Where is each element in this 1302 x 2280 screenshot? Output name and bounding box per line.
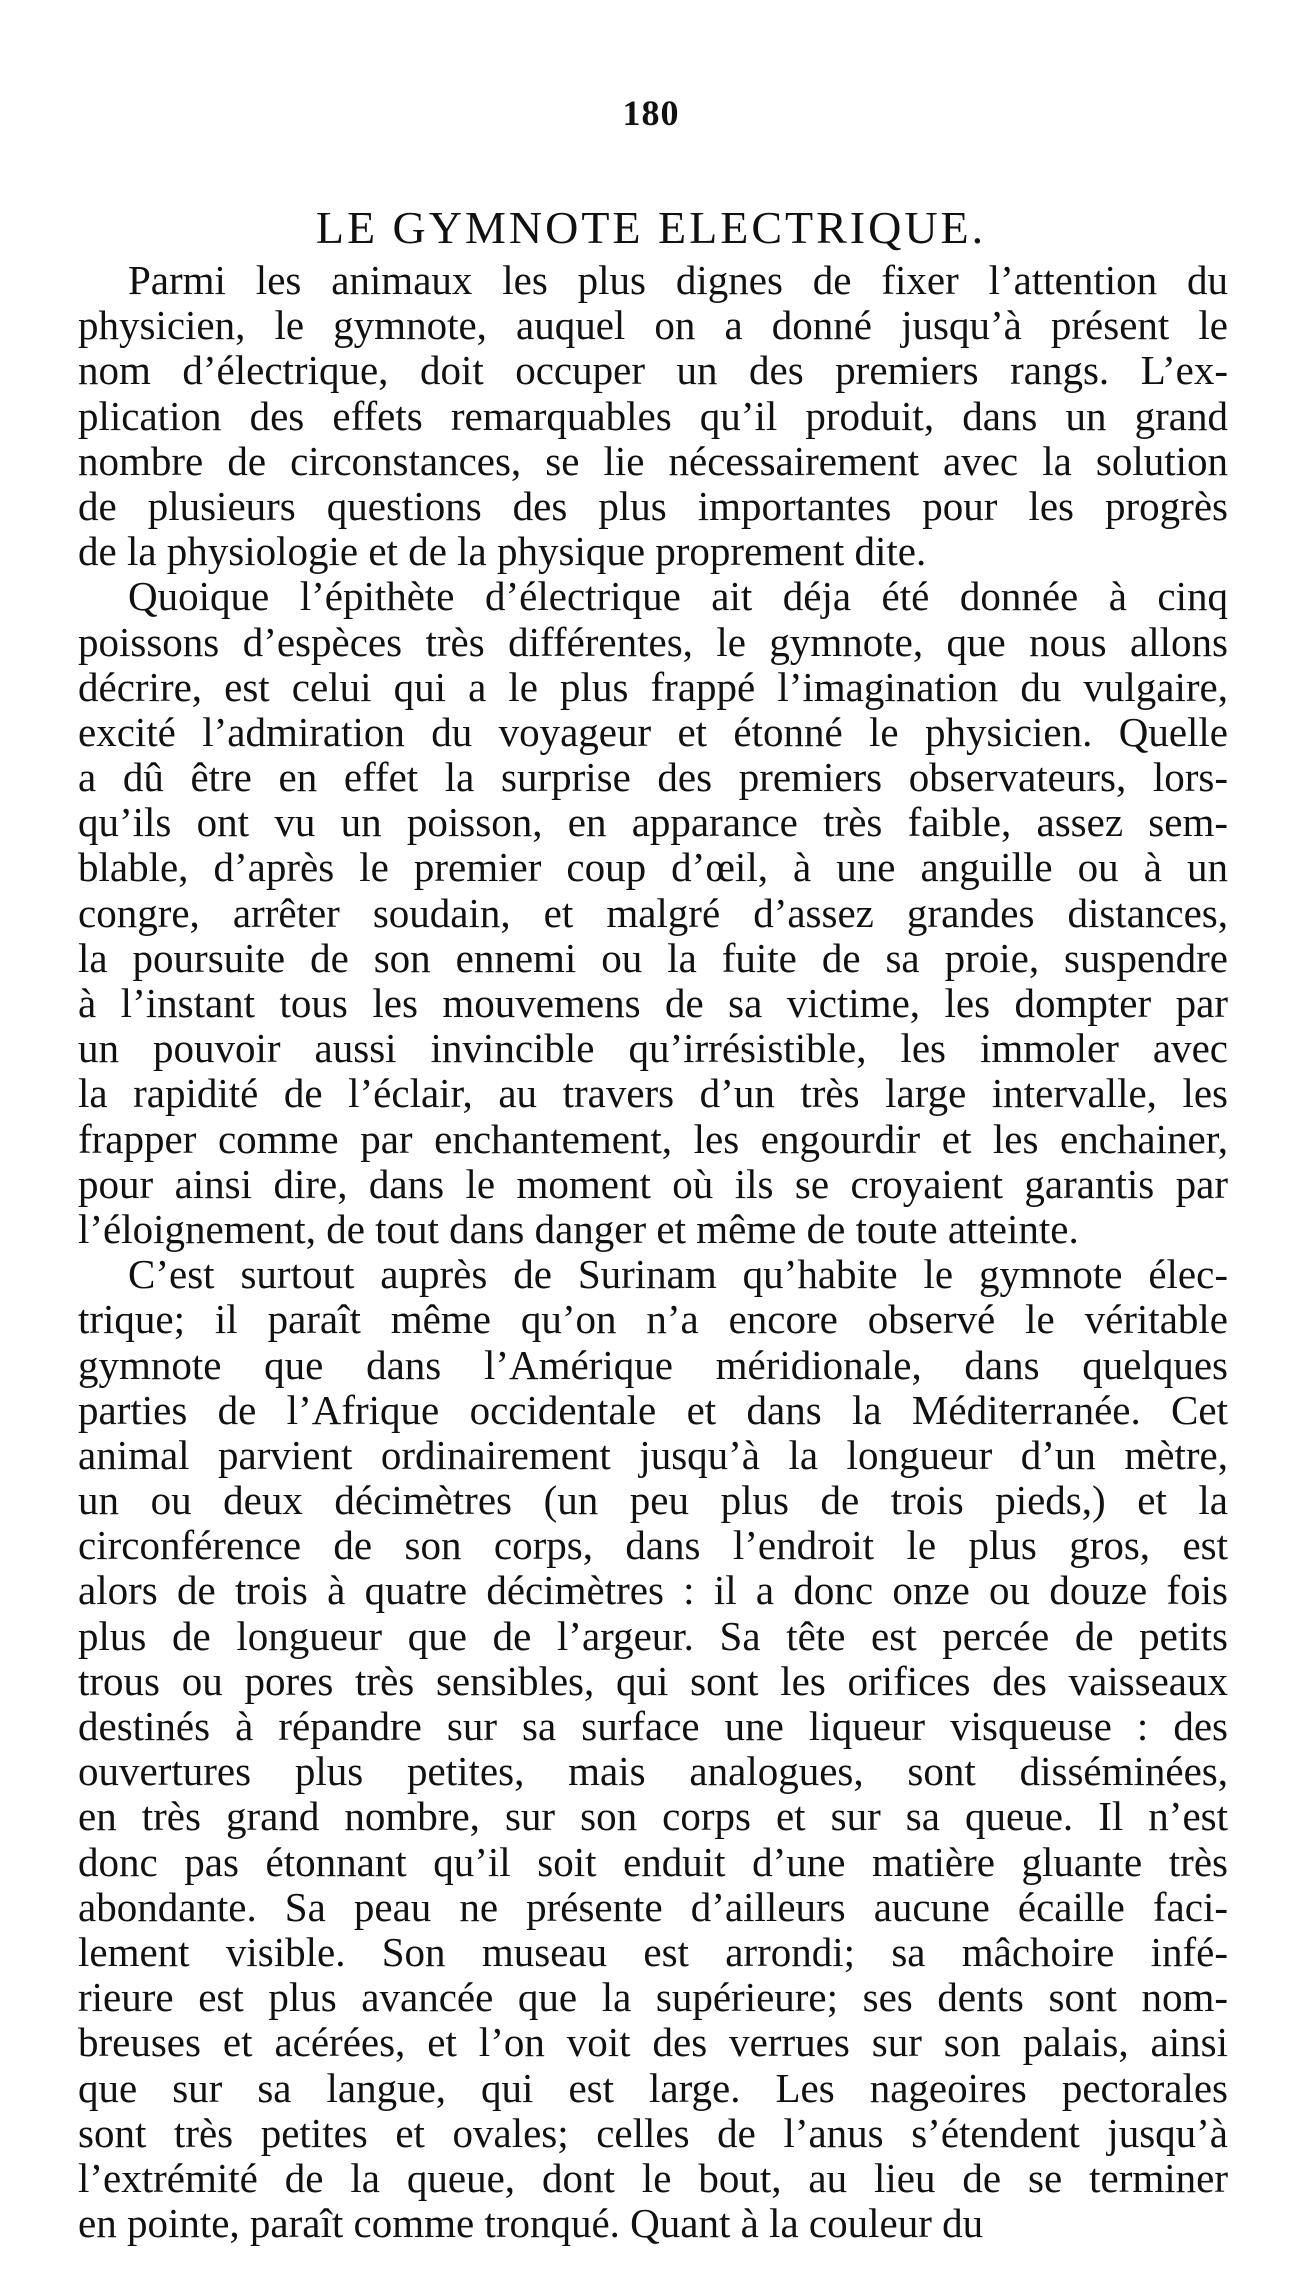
- page-number: 180: [622, 93, 680, 133]
- text-line: qu’ils ont vu un poisson, en apparance très faible, assez sem-: [78, 799, 1228, 846]
- text-line: à l’instant tous les mouvemens de sa victime, les dompter par: [78, 980, 1228, 1026]
- text-line: alors de trois à quatre décimètres : il a donc onze ou douze fois: [78, 1567, 1228, 1614]
- page-title: LE GYMNOTE ELECTRIQUE.: [315, 201, 987, 253]
- text-line: l’éloignement, de tout dans danger et même de toute atteinte.: [78, 1205, 1079, 1252]
- text-line: un pouvoir aussi invincible qu’irrésistible, les immoler avec: [78, 1025, 1228, 1072]
- text-line: décrire, est celui qui a le plus frappé l’imagination du vulgaire,: [78, 663, 1228, 710]
- text-line: donc pas étonnant qu’il soit enduit d’une matière gluante très: [78, 1838, 1228, 1885]
- text-line: circonférence de son corps, dans l’endroit le plus gros, est: [78, 1522, 1228, 1569]
- text-line: physicien, le gymnote, auquel on a donné jusqu’à présent le: [78, 302, 1228, 349]
- text-line: plus de longueur que de l’argeur. Sa tête est percée de petits: [78, 1612, 1228, 1659]
- text-line: frapper comme par enchantement, les engourdir et les enchainer,: [78, 1115, 1228, 1162]
- text-line: Quoique l’épithète d’électrique ait déja été donnée à cinq: [128, 573, 1228, 620]
- text-line: congre, arrêter soudain, et malgré d’assez grandes distances,: [78, 889, 1228, 936]
- text-line: en pointe, paraît comme tronqué. Quant à la couleur du: [78, 2200, 984, 2247]
- text-line: abondante. Sa peau ne présente d’ailleurs aucune écaille faci-: [78, 1883, 1228, 1930]
- text-line: destinés à répandre sur sa surface une liqueur visqueuse : des: [78, 1703, 1228, 1749]
- text-line: rieure est plus avancée que la supérieure; ses dents sont nom-: [78, 1974, 1228, 2021]
- text-line: pour ainsi dire, dans le moment où ils se croyaient garantis par: [78, 1160, 1228, 1207]
- text-line: breuses et acérées, et l’on voit des verrues sur son palais, ainsi: [78, 2019, 1228, 2066]
- paragraph: [78, 574, 1228, 1252]
- text-line: gymnote que dans l’Amérique méridionale, dans quelques: [78, 1341, 1228, 1388]
- body-text: [78, 258, 1228, 2246]
- text-line: C’est surtout auprès de Surinam qu’habite le gymnote élec-: [128, 1251, 1228, 1298]
- text-line: en très grand nombre, sur son corps et sur sa queue. Il n’est: [78, 1793, 1228, 1840]
- text-line: la poursuite de son ennemi ou la fuite de sa proie, suspendre: [78, 934, 1228, 981]
- text-line: trique; il paraît même qu’on n’a encore observé le véritable: [78, 1296, 1228, 1343]
- text-line: parties de l’Afrique occidentale et dans la Méditerranée. Cet: [78, 1386, 1228, 1433]
- text-line: nom d’électrique, doit occuper un des premiers rangs. L’ex-: [78, 347, 1228, 394]
- text-line: lement visible. Son museau est arrondi; sa mâchoire infé-: [78, 1928, 1228, 1975]
- paragraph: [78, 258, 1228, 574]
- text-line: animal parvient ordinairement jusqu’à la longueur d’un mètre,: [78, 1431, 1228, 1478]
- text-line: la rapidité de l’éclair, au travers d’un très large intervalle, les: [78, 1070, 1228, 1117]
- text-line: de plusieurs questions des plus importantes pour les progrès: [78, 482, 1228, 529]
- paragraph: [78, 1252, 1228, 2246]
- text-line: que sur sa langue, qui est large. Les nageoires pectorales: [78, 2064, 1228, 2111]
- text-line: poissons d’espèces très différentes, le gymnote, que nous allons: [78, 618, 1228, 665]
- text-line: Parmi les animaux les plus dignes de fixer l’attention du: [128, 257, 1228, 303]
- text-line: ouvertures plus petites, mais analogues, sont disséminées,: [78, 1748, 1228, 1795]
- text-line: a dû être en effet la surprise des premiers observateurs, lors-: [78, 754, 1228, 801]
- text-line: excité l’admiration du voyageur et étonné le physicien. Quelle: [78, 708, 1228, 755]
- text-line: sont très petites et ovales; celles de l’anus s’étendent jusqu’à: [78, 2109, 1228, 2156]
- text-line: l’extrémité de la queue, dont le bout, au lieu de se terminer: [78, 2154, 1228, 2201]
- text-line: plication des effets remarquables qu’il produit, dans un grand: [78, 392, 1228, 439]
- text-line: trous ou pores très sensibles, qui sont les orifices des vaisseaux: [78, 1657, 1228, 1704]
- text-line: de la physiologie et de la physique proprement dite.: [78, 528, 927, 575]
- text-line: un ou deux décimètres (un peu plus de trois pieds,) et la: [78, 1477, 1228, 1524]
- text-line: nombre de circonstances, se lie nécessairement avec la solution: [78, 437, 1228, 484]
- text-line: blable, d’après le premier coup d’œil, à une anguille ou à un: [78, 844, 1228, 891]
